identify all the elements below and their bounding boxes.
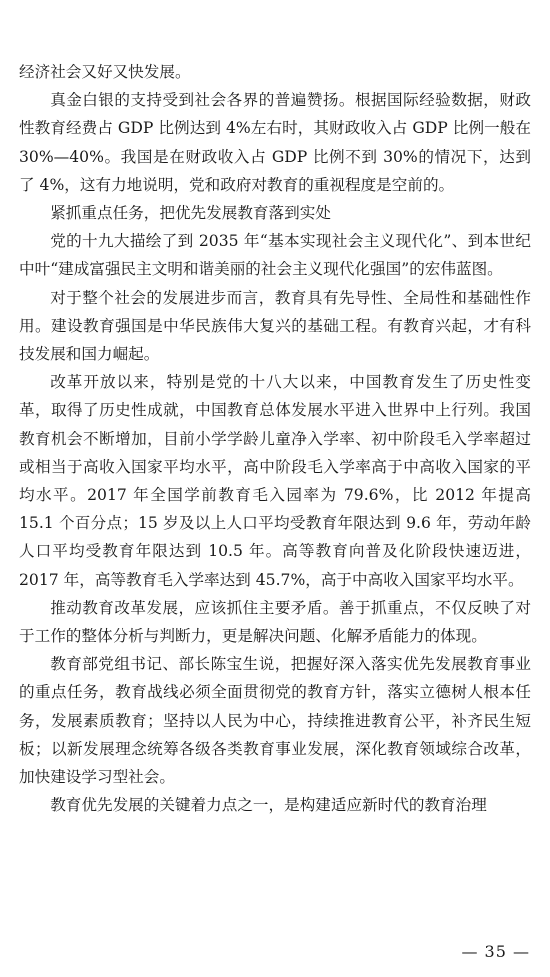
paragraph-gdp-funding: 真金白银的支持受到社会各界的普遍赞扬。根据国际经验数据，财政性教育经费占 GDP 比例达到 4%左右时，其财政收入占 GDP 比例一般在 30%—40%。我国是在财政收入占 GDP 比例不到 30%的情况下，达到了 4%，这有力地说明，党和政府对教育的重视程度是空前的。 bbox=[19, 91, 531, 194]
body-text bbox=[19, 58, 531, 819]
paragraph-achievements: 改革开放以来，特别是党的十八大以来，中国教育发生了历史性变革，取得了历史性成就，中国教育总体发展水平进入世界中上行列。我国教育机会不断增加，目前小学学龄儿童净入学率、初中阶段毛入学率超过或相当于高收入国家平均水平，高中阶段毛入学率高于中高收入国家的平均水平。2017 年全国学前教育毛入园率为 79.6%，比 2012 年提高 15.1 个百分点；15 岁及以上人口平均受教育年限达到 9.6 年，劳动年龄人口平均受教育年限达到 10.5 年。高等教育向普及化阶段快速迈进，2017 年，高等教育毛入学率达到 45.7%，高于中高收入国家平均水平。 bbox=[19, 373, 531, 589]
paragraph-education-role: 对于整个社会的发展进步而言，教育具有先导性、全局性和基础性作用。建设教育强国是中华民族伟大复兴的基础工程。有教育兴起，才有科技发展和国力崛起。 bbox=[19, 288, 531, 364]
paragraph-main-contradiction: 推动教育改革发展，应该抓住主要矛盾。善于抓重点，不仅反映了对于工作的整体分析与判断力，更是解决问题、化解矛盾能力的体现。 bbox=[19, 598, 531, 646]
section-heading: 紧抓重点任务，把优先发展教育落到实处 bbox=[50, 204, 331, 223]
paragraph-governance: 教育优先发展的关键着力点之一，是构建适应新时代的教育治理 bbox=[50, 796, 487, 815]
paragraph-continuation: 经济社会又好又快发展。 bbox=[19, 63, 191, 81]
page-number: — 35 — bbox=[461, 942, 530, 961]
paragraph-blueprint: 党的十九大描绘了到 2035 年“基本实现社会主义现代化”、到本世纪中叶“建成富强民主文明和谐美丽的社会主义现代化强国”的宏伟蓝图。 bbox=[19, 232, 531, 279]
paragraph-minister-quote: 教育部党组书记、部长陈宝生说，把握好深入落实优先发展教育事业的重点任务，教育战线必须全面贯彻党的教育方针，落实立德树人根本任务，发展素质教育；坚持以人民为中心，持续推进教育公平，补齐民生短板；以新发展理念统筹各级各类教育事业发展，深化教育领域综合改革，加快建设学习型社会。 bbox=[19, 655, 531, 787]
